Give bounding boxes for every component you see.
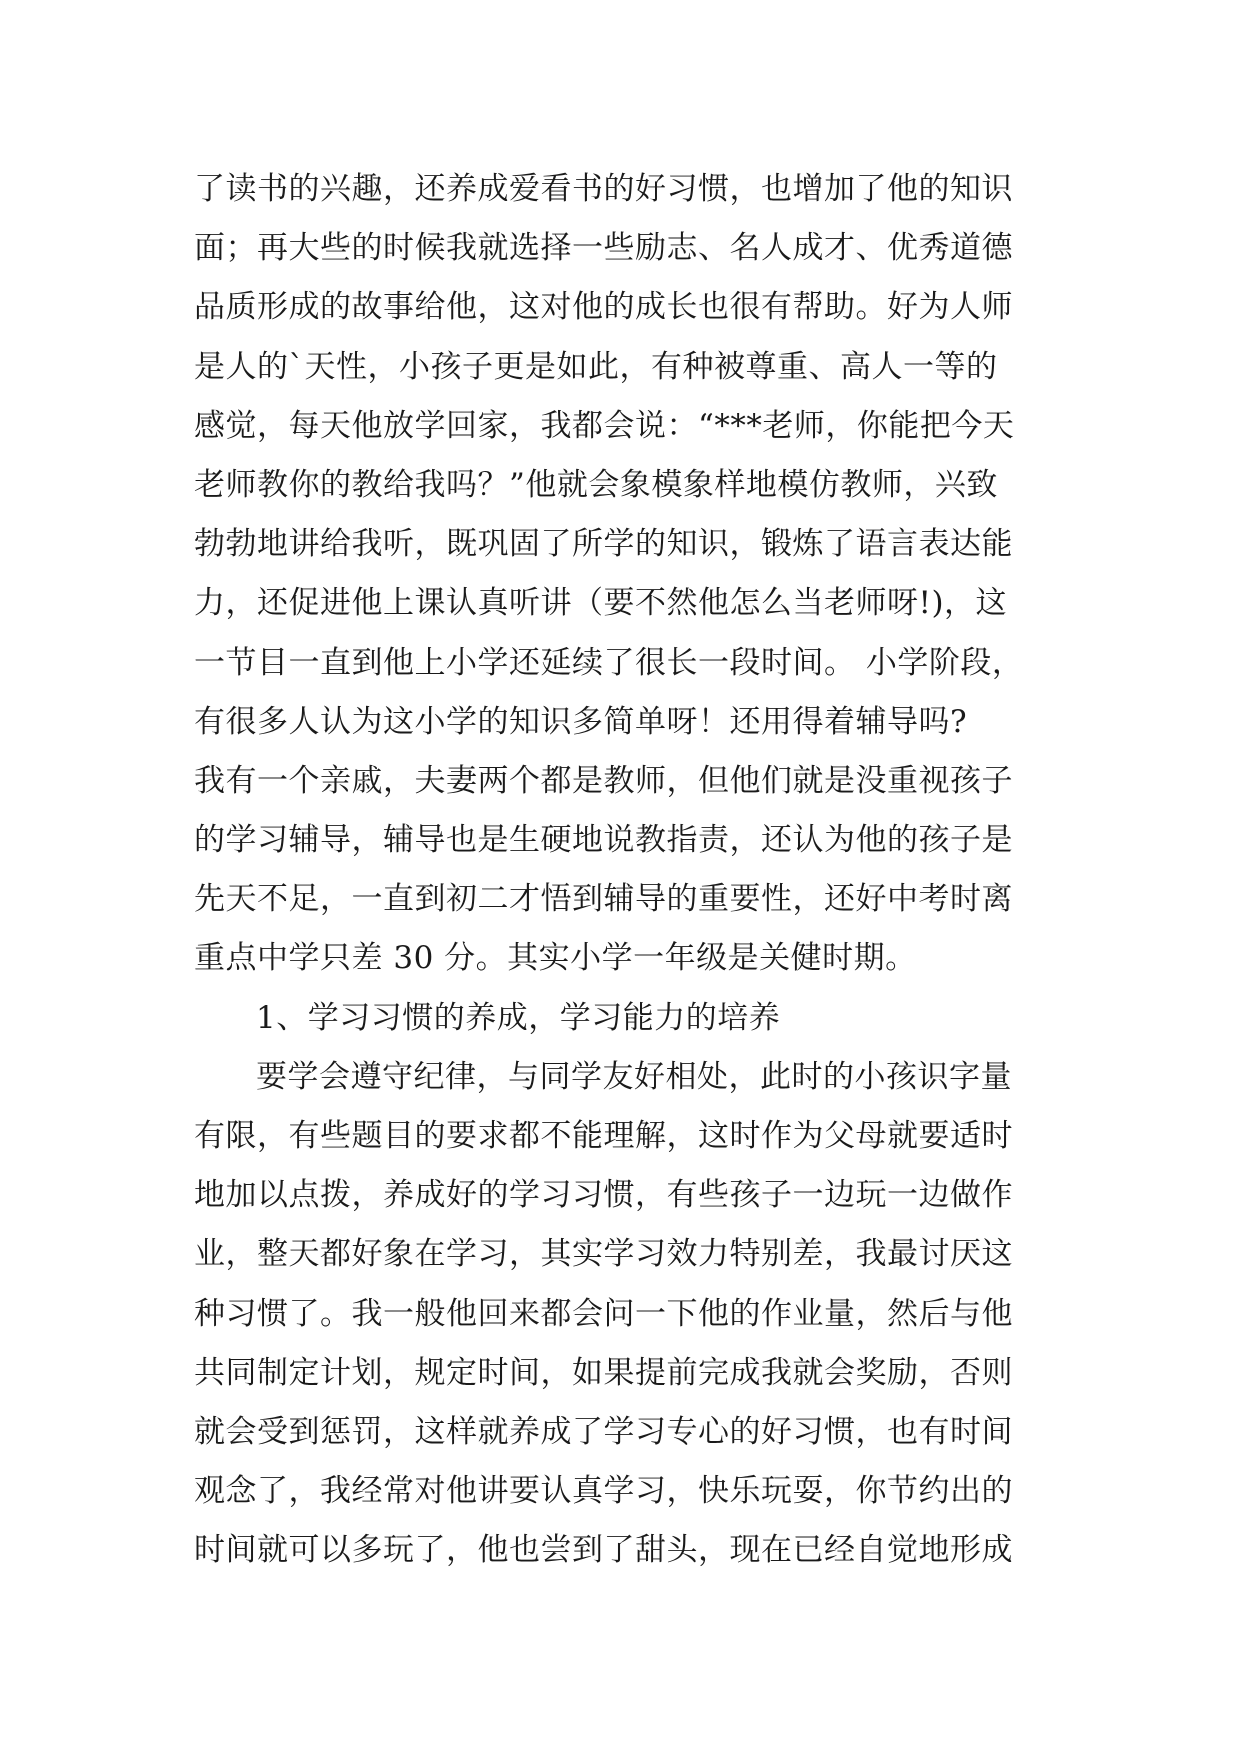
- text-line: 地加以点拨，养成好的学习习惯，有些孩子一边玩一边做作: [194, 1177, 1013, 1214]
- text-line: 就会受到惩罚，这样就养成了学习专心的好习惯，也有时间: [194, 1413, 1013, 1450]
- text-line: 面；再大些的时候我就选择一些励志、名人成才、优秀道德: [194, 230, 1013, 267]
- text-line: 有限，有些题目的要求都不能理解，这时作为父母就要适时: [194, 1118, 1013, 1154]
- text-line: 的学习辅导，辅导也是生硬地说教指责，还认为他的孩子是: [194, 822, 1013, 859]
- body-text: [194, 160, 1054, 1581]
- text-line: 时间就可以多玩了，他也尝到了甜头，现在已经自觉地形成: [194, 1532, 1013, 1569]
- text-line: 了读书的兴趣，还养成爱看书的好习惯，也增加了他的知识: [194, 171, 1013, 207]
- text-line: 一节目一直到他上小学还延续了很长一段时间。 小学阶段，: [194, 644, 1024, 681]
- text-line: 是人的`天性，小孩子更是如此，有种被尊重、高人一等的: [194, 348, 998, 385]
- text-line: 品质形成的故事给他，这对他的成长也很有帮助。好为人师: [194, 289, 1013, 326]
- text-line: 有很多人认为这小学的知识多简单呀！还用得着辅导吗?: [194, 703, 968, 740]
- text-line: 要学会遵守纪律，与同学友好相处，此时的小孩识字量: [256, 1058, 1012, 1095]
- text-line: 勃勃地讲给我听，既巩固了所学的知识，锻炼了语言表达能: [194, 526, 1013, 563]
- text-line: 老师教你的教给我吗？”他就会象模象样地模仿教师，兴致: [194, 466, 998, 503]
- text-line: 感觉，每天他放学回家，我都会说：“***老师，你能把今天: [194, 407, 1015, 444]
- text-line: 观念了，我经常对他讲要认真学习，快乐玩耍，你节约出的: [194, 1473, 1013, 1510]
- text-line: 业，整天都好象在学习，其实学习效力特别差，我最讨厌这: [194, 1236, 1013, 1273]
- text-line: 我有一个亲戚，夫妻两个都是教师，但他们就是没重视孩子: [194, 762, 1013, 799]
- text-line: 共同制定计划，规定时间，如果提前完成我就会奖励，否则: [194, 1354, 1013, 1391]
- text-line: 种习惯了。我一般他回来都会问一下他的作业量，然后与他: [194, 1295, 1013, 1332]
- text-line: 力，还促进他上课认真听讲（要不然他怎么当老师呀!)，这: [194, 585, 1008, 622]
- text-line: 先天不足，一直到初二才悟到辅导的重要性，还好中考时离: [194, 881, 1013, 918]
- text-line: 重点中学只差 30 分。其实小学一年级是关健时期。: [194, 940, 917, 977]
- section-heading: 1、学习习惯的养成，学习能力的培养: [256, 999, 781, 1036]
